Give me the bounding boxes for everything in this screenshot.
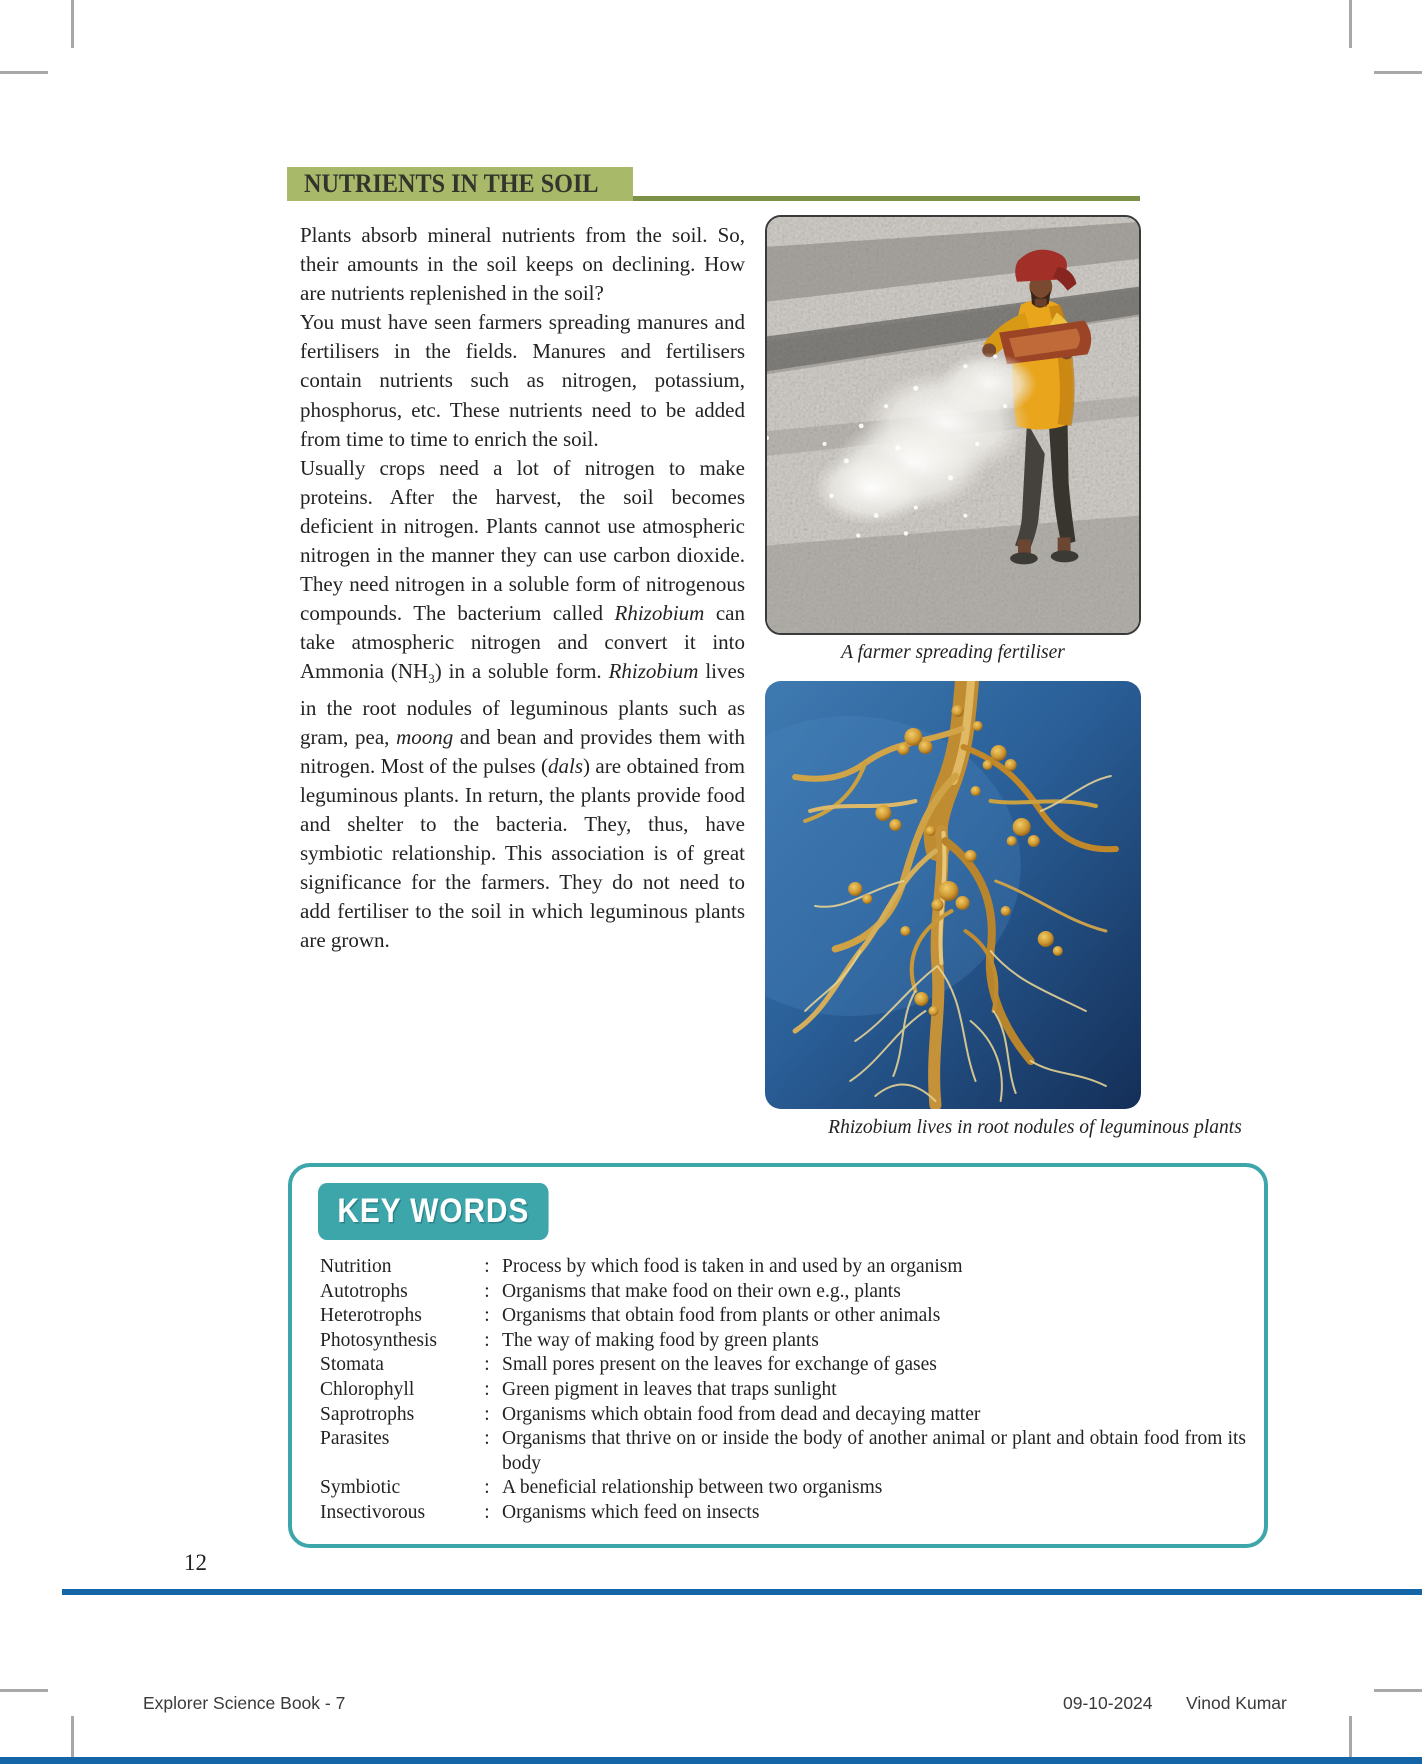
crop-mark-top-left-horizontal [0, 71, 48, 74]
keyword-term: Parasites [320, 1428, 390, 1450]
keyword-definition: Small pores present on the leaves for exchange of gases [502, 1354, 937, 1376]
keyword-separator: : [484, 1305, 490, 1327]
root-nodules-photo-caption: Rhizobium lives in root nodules of leguminous plants [828, 1117, 1242, 1138]
keyword-definition: A beneficial relationship between two organisms [502, 1477, 883, 1499]
keyword-definition: Organisms which obtain food from dead and decaying matter [502, 1403, 981, 1425]
keyword-definition: Organisms that obtain food from plants or other animals [502, 1305, 941, 1327]
keyword-separator: : [484, 1378, 490, 1400]
keyword-separator: : [484, 1280, 490, 1302]
footer-date: 09-10-2024 [1063, 1693, 1153, 1713]
bottom-accent-bar [0, 1757, 1422, 1764]
keyword-definition: Organisms that thrive on or inside the body of another animal or plant and obtain food from its body [502, 1428, 1246, 1474]
keyword-term: Symbiotic [320, 1477, 401, 1499]
keyword-separator: : [484, 1501, 490, 1523]
keyword-separator: : [484, 1329, 490, 1351]
keyword-term: Heterotrophs [320, 1305, 422, 1327]
root-nodules-illustration [765, 681, 1141, 1109]
keyword-separator: : [484, 1477, 490, 1499]
paragraph: Plants absorb mineral nutrients from the soil. So, their amounts in the soil keeps on declining. How are nutrients replenished in the soil? [300, 223, 745, 306]
crop-mark-top-right-vertical [1349, 0, 1352, 48]
keywords-box [288, 1163, 1268, 1548]
article-text [300, 221, 745, 956]
crop-mark-bottom-right-horizontal [1374, 1689, 1422, 1692]
footer-rule [62, 1589, 1422, 1595]
keyword-separator: : [484, 1403, 490, 1425]
keywords-list [320, 1255, 1246, 1526]
keyword-separator: : [484, 1428, 490, 1450]
farmer-photo [765, 215, 1141, 635]
keyword-term: Nutrition [320, 1256, 392, 1277]
footer-author: Vinod Kumar [1186, 1693, 1287, 1713]
page-number: 12 [184, 1550, 207, 1575]
farmer-photo-caption: A farmer spreading fertiliser [841, 642, 1065, 663]
section-header-bar [287, 167, 633, 201]
keyword-definition: Process by which food is taken in and used by an organism [502, 1256, 963, 1277]
keyword-separator: : [484, 1354, 490, 1376]
keyword-definition: Green pigment in leaves that traps sunlight [502, 1378, 837, 1400]
footer-book-title: Explorer Science Book - 7 [143, 1693, 346, 1713]
root-nodules-photo [765, 681, 1141, 1109]
section-title: NUTRIENTS IN THE SOIL [304, 169, 599, 198]
keyword-definition: The way of making food by green plants [502, 1329, 819, 1351]
keyword-definition: Organisms which feed on insects [502, 1501, 760, 1523]
keywords-heading-badge: KEY WORDS [318, 1183, 549, 1240]
crop-mark-top-left-vertical [71, 0, 74, 48]
crop-mark-bottom-left-horizontal [0, 1689, 48, 1692]
keyword-term: Photosynthesis [320, 1329, 438, 1351]
keyword-term: Autotrophs [320, 1280, 408, 1302]
keyword-term: Saprotrophs [320, 1403, 415, 1425]
keyword-term: Chlorophyll [320, 1378, 415, 1400]
keyword-term: Insectivorous [320, 1501, 426, 1523]
farmer-illustration [767, 217, 1139, 633]
keyword-definition: Organisms that make food on their own e.g., plants [502, 1280, 901, 1302]
keyword-separator: : [484, 1256, 490, 1277]
paragraph: You must have seen farmers spreading manures and fertilisers in the fields. Manures and fertilisers contain nutrients such as nitrogen, potassium, phosphorus, etc. These nutrients need to be added from time to time to enrich the soil. [300, 310, 745, 451]
crop-mark-top-right-horizontal [1374, 71, 1422, 74]
paragraph: Usually crops need a lot of nitrogen to make proteins. After the harvest, the soil becomes deficient in nitrogen. Plants cannot use atmospheric nitrogen in the manner they can use carbon dioxide. They need nitrogen in a soluble form of nitrogenous compounds. The bacterium called Rhizobium can take atmospheric nitrogen and convert it into Ammonia $(NH_3)$ in a soluble form. Rhizobium lives in the root nodules of leguminous plants such as gram, pea, moong and bean and provides them with nitrogen. Most of the pulses (dals) are obtained from leguminous plants. In return, the plants provide food and shelter to the bacteria. They, thus, have symbiotic relationship. This association is of great significance for the farmers. They do not need to add fertiliser to the soil in which leguminous plants are grown. [300, 455, 745, 953]
keyword-term: Stomata [320, 1354, 384, 1376]
